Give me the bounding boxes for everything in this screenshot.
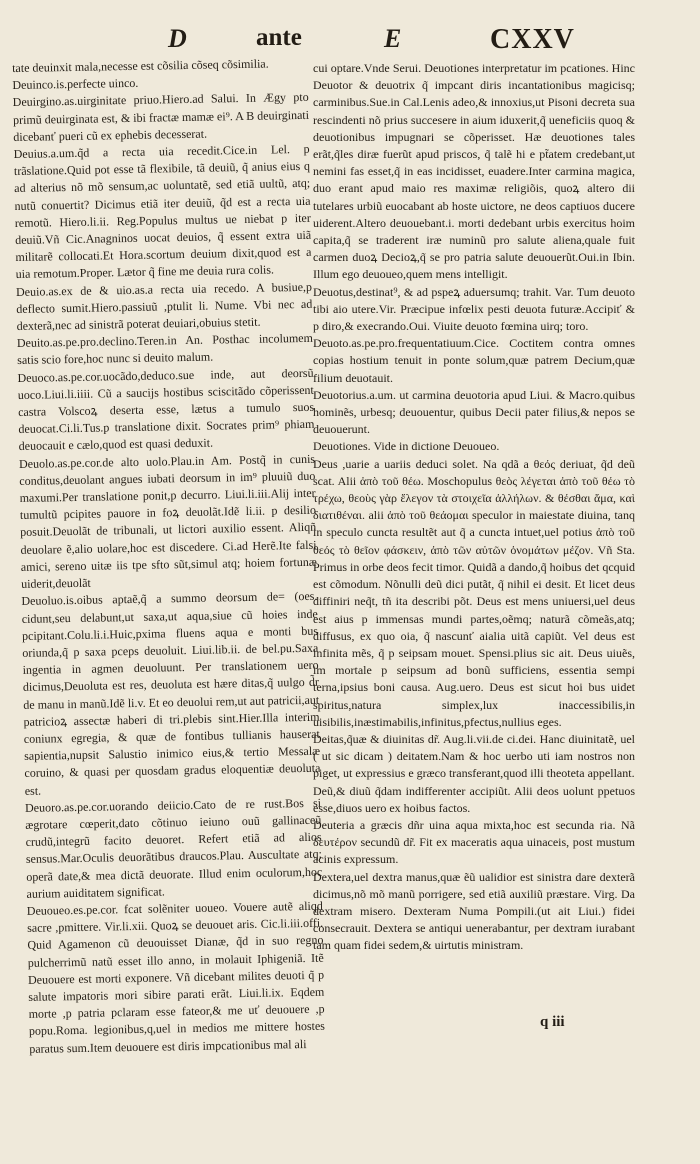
entry: Deuinco.is.perfecte uinco. xyxy=(12,76,139,93)
right-column xyxy=(313,60,635,955)
entry: Deuotorius.a.um. ut carmina deuotoria apud Liui. & Macro.quibus hominẽs, urbesq; deuouentur, quibus Decii pater filius,& nepos se deuouerunt. xyxy=(313,387,635,437)
entry: Deũ,& diuũ q̃dam indifferenter accipiũt. Alii deos uolunt ppetuos esse,diuos uero ex hoibus factos. xyxy=(313,783,635,815)
signature-mark: q iii xyxy=(540,1014,565,1030)
entry: tate deuinxit mala,necesse est cõsilia cõseq cõsimilia. xyxy=(12,56,269,75)
entry: Deuirgino.as.uirginitate priuo.Hiero.ad Salui. In Ægy pto primũ deuirginata est, & ibi fractæ mamæ ei⁹. A B deuirginati dicebanť pueri cũ ex ephebis decesserat. xyxy=(12,90,310,144)
entry: Dextera,uel dextra manus,quæ ẽũ ualidior est sinistra dare dexterã dicimus,nõ mõ manũ porrigere, sed etiã auxiliũ præstare. Virg. Da dextram misero. Dexteram Numa Pompili.(ut ait Liui.) fidei consecrauit. Dextera se antiqui uenerabantur, per dextram iurabant tam quam fidei sedem,& uirtutis ministram. xyxy=(313,869,635,953)
header-letter-right: E xyxy=(384,24,402,53)
entry: Deuito.as.pe.pro.declino.Teren.in An. Posthac incolumem satis scio fore,hoc nunc si deuito malum. xyxy=(16,331,314,368)
entry: Deuoto.as.pe.pro.frequentatiuum.Cice. Coctitem contra omnes copias hostium tenuit in ponte solum,quæ patrem Decium,quæ filium deuotauit. xyxy=(313,336,635,385)
entry: Deuoco.as.pe.cor.uocãdo,deduco.sue inde, aut deorsũ uoco.Liui.li.iiii. Cũ a saucijs hostibus sciscitãdo cõperissent castra Volscoꝝ deserta esse, lætus a tumulo suos deuocat.Ci.li.Tus.p translatione dixit. Socrates prim⁹ phiam deuocauit e cælo,quod est quasi deduxit. xyxy=(17,365,315,454)
entry: Deuolo.as.pe.cor.de alto uolo.Plau.in Am. Postq̃ in cunis conditus,deuolant angues iubati deorsum in im⁹ pluuiũ duo maxumi.Per translatione ponit,p decurro. Liui.li.iii.Alij inter tumultũ pcipites pauore in foꝝ deuolãt.Idẽ li.ii. p desilio posuit.Deuolãt de tribunali, ut lictori auxilio essent. Aliqñ deuolare ẽ,alio uolare,hoc est discedere. Ci.ad Herẽ.Ite falsi amici, sereno uitæ iis tpe sfto sũt,simul atq; hoiem fortunæ uiderit,deuolãt xyxy=(18,451,317,592)
entry: Deitas,q̃uæ & diuinitas dr̃. Aug.li.vii.de ci.dei. Hanc diuinitatẽ, uel ( ut sic dicam ) deitatem.Nam & hoc uerbo uti iam nostros non piget, ut expressius e græco transferant,quod illi theoteta appellant. xyxy=(313,731,635,781)
header-word: ante xyxy=(256,24,302,51)
entry: Deuio.as.ex de & uio.as.a recta uia recedo. A busiue,p deflecto sumit.Hiero.passiuũ ,ptulit li. Nume. Vbi nec ad dexterã,nec ad sinistrã poterat deuiari,obuius stetit. xyxy=(15,279,313,334)
left-column xyxy=(12,55,325,1058)
entry: Deuoro.as.pe.cor.uorando deiicio.Cato de re rust.Bos si ægrotare cœperit,dato cõtinuo ieiuno ouũ gallinaceũ crudũ,integrũ facito deuoret. Refert etiã ad alios sensus.Mar.Oculis deuorãtibus draucos.Plau. Auscultate atq; operã date,& mea dictã deuorate. Illud enim oculorum,hoc aurium auiditatem significat. xyxy=(24,795,323,901)
entry: Deuotus,destinat⁹, & ad pspeꝝ aduersumq; trahit. Var. Tum deuoto tibi aio utere.Vir. Præcipue infœlix pesti deuota futuræ.Accipiť & p diro,& execrando.Oui. Viuite deuoto fœmina uirq; toro. xyxy=(313,284,635,334)
entry: Deuotiones. Vide in dictione Deuoueo. xyxy=(313,439,500,454)
entry: Deuius.a.um.q̃d a recta uia recedit.Cice.in Lel. p trãslatione.Quid pot esse tã flexibile, tã deuiũ, q̃ anius eius q ad alterius nõ mõ sensum,ac uoluntatẽ, sed etiã uultũ, atq; nutũ conuertit? Dicimus etiã iter deuiũ, q̃d est a recta uia remotũ. Hiero.li.ii. Reg.Populus multus ue niebat p iter deuiũ.Vñ Cic.Anagninos uocat deuios, q̃ essent extra uiã militarẽ collocati.Et Hora.scortum deuium dixit,quod est a uia remotum.Proper. Lætor q̃ fine me deuia rura colis. xyxy=(13,141,312,282)
folio-number: CXXV xyxy=(490,24,575,55)
entry: Deuoueo.es.pe.cor. fcat solẽniter uoueo. Vouere autẽ aliqd sacre ,pmittere. Vir.li.xii. Quoꝝ se deuouet aris. Cic.li.iii.offi. Quid Agamenon cũ deuouisset Dianæ, q̃d in suo regno pulcherrimũ natũ esset illo anno, in molauit Iphigeniã. Itẽ Deuouere est morti exponere. Vñ dicebant milites deuoti q̃ p salute impatoris mori sibire parati erãt. Liui.li.ix. Eqdem morte ,p patria pclaram esse fateor,& me uť deuouere ,p popu.Roma. legionibus,q,uel in medios me mittere hostes paratus sum.Item deuouere est diris impcationibus mal ali xyxy=(26,898,326,1056)
header-letter-left: D xyxy=(168,24,187,53)
entry: Deus ,uarie a uariis deduci solet. Na qdã a θεός deriuat, q̃d deũ scat. Alii ἀπὸ τοῦ θέω. Moschopulus θεὸς λέγεται ἀπὸ τοῦ θέω τὸ τρέχω, θεοὺς γὰρ ἔλεγον τὰ στοιχεῖα ἀλλήλων. & θέσθαι ἅμα, καὶ διατιθέναι. alii ἀπὸ τοῦ θεάομαι speculor in maiestate diuina, tanq in speculo cuncta resultẽt aut q̃ a cuncta intuet,uel potius ἀπὸ τοῦ θεός τὸ θεῖον φάσκειν, ἀπὸ τῶν αὐτῶν ὀνομάτων μέζον. Vñ Sta. Primus in orbe deos fecit timor. Quidã a dando,q̃ hoibus det qcquid est cõmodum. Nõnulli deũ dici putãt, q̃ nihil ei desit. Et licet deus diffiniri neq̃t, tñ ita describi põt. Deus est mens uniuersi,uel deus est aius p immensas mundi partes,oẽmq; naturã cõmeãs,atq; diffusus, ex quo oia, q̃ nascunť aialia uitã capiũt. Vel deus est infinita mẽs, q̃ p seipsam mouet. Spensi.plius sic ait. Deus uiuẽs, im mortale p seipsum ad bonũ sufficiens, essentia sempi terna,ipsius boni causa. Aug.uero. Deus est sicut hoi bus uidet spiritus,natura simplex,lux inaccessibilis,in uisibilis,inæstimabilis,infinitus,pfectus,nullius eges. xyxy=(313,456,635,729)
entry: cui optare.Vnde Serui. Deuotiones interpretatur im pcationes. Hinc Deuotor & deuotrix q̃ impcant diris incantationibus magicisq; carminibus.Sue.in Cal.Lenis adeo,& innoxius,ut Pisoni decreta sua rescindenti nõ prius succesere in aium iduxerit,q̃ ueneficiis quoq & deuotionibus impugnari se cõperisset. Hæ deuotiones tales erãt,q̃les diræ fuerũt apud priscos, q̃ talẽ hi e pt̃atem credebant,ut nemini fas esset,q̃ in eas incidisset, euadere.Inter carmina magica, duo erant apud maio res maximæ religiõis, quoꝝ altero dii tutelares urbiũ euocabant ab hoste uictore, ne deos captiuos ducere uiderent.Altero deuouebant.i. morti dedebant urbis exercitus hoim capita,q̃ se traderent iræ numinũ pro salute aliena,quale fuit carmen duoꝝ Decioꝝ,q̃ se pro patria salute deuouerũt.Oui.in Ibin. Illum ego deuoueo,quem mens intelligit. xyxy=(313,61,635,282)
entry: Deuoluo.is.oibus aptaẽ,q̃ a summo deorsum de= (oes. cidunt,seu delabunt,ut saxa,ut aqua,siue cũ hoies inde pcipitant.Colu.li.i.Huic,pxima fluens aqua e monti bus oriunda,q̃ p saxa pceps deuoluit. Liui.lib.ii. de bel.pu.Saxa ingentia in agmen deuoluunt. Per translationem uero dicimus,Deuoluta est res, deuoluta est hære ditas,q̃ uulgo d̃r de manu in manũ.Idẽ li.v. Et eo deuolui rem,ut aut patricii,aut patricioꝝ assectæ haberi di tri.plebis sint.Hier.Illa interim coniunx egregia, & quæ de fontibus tullianis hauserat sapientia,nupsit Salustio inimico eius,& tertio Messalæ coruino, & quasi per quosdam gradus eloquentiæ deuoluta est. xyxy=(21,589,321,798)
entry: Deuteria a græcis dñr uina aqua mixta,hoc est secunda ria. Nã δευτέρον secundũ dr̃. Fit ex maceratis aqua uinaceis, post mustum acinis expressum. xyxy=(313,817,635,867)
